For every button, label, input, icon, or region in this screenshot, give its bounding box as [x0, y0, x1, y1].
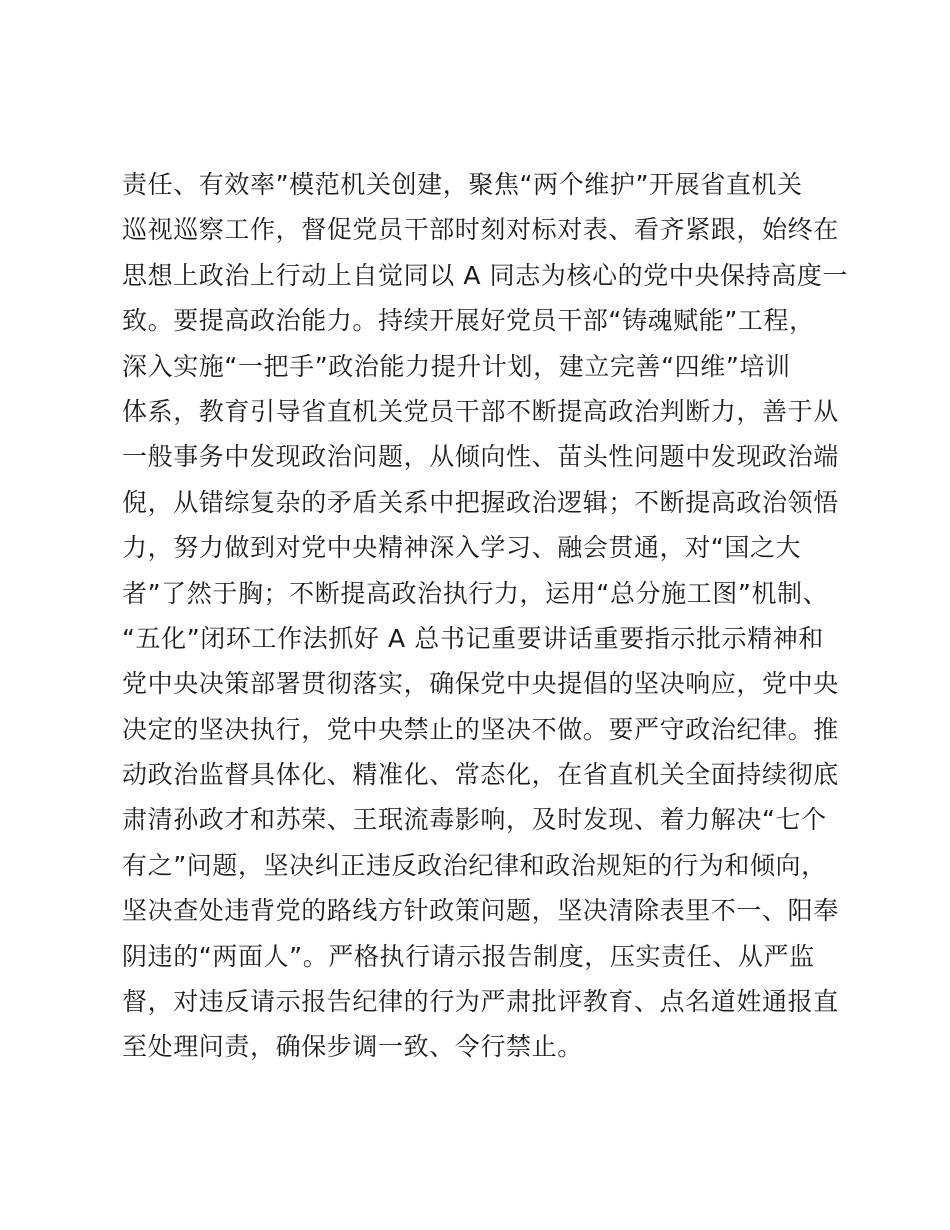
text-line: 动政治监督具体化、精准化、常态化，在省直机关全面持续彻底 [122, 760, 839, 790]
text-line: 者”了然于胸；不断提高政治执行力，运用“总分施工图”机制、 [122, 578, 829, 608]
text-line: 肃清孙政才和苏荣、王珉流毒影响，及时发现、着力解决“七个 [122, 805, 827, 835]
text-line: 思想上政治上行动上自觉同以 A 同志为核心的党中央保持高度一 [122, 260, 848, 290]
text-line: 有之”问题，坚决纠正违反政治纪律和政治规矩的行为和倾向， [122, 850, 827, 880]
text-line: 党中央决策部署贯彻落实，确保党中央提倡的坚决响应，党中央 [122, 669, 839, 699]
text-line: 坚决查处违背党的路线方针政策问题，坚决清除表里不一、阳奉 [122, 896, 839, 926]
text-line: “五化”闭环工作法抓好 A 总书记重要讲话重要指示批示精神和 [122, 623, 824, 653]
text-line: 倪，从错综复杂的矛盾关系中把握政治逻辑；不断提高政治领悟 [122, 487, 839, 517]
text-line: 体系，教育引导省直机关党员干部不断提高政治判断力，善于从 [122, 396, 839, 426]
text-line: 督，对违反请示报告纪律的行为严肃批评教育、点名道姓通报直 [122, 987, 839, 1017]
text-line: 力，努力做到对党中央精神深入学习、融会贯通，对“国之大 [122, 533, 802, 563]
body-paragraph [122, 162, 848, 1070]
text-line: 巡视巡察工作，督促党员干部时刻对标对表、看齐紧跟，始终在 [122, 215, 839, 245]
text-line: 至处理问责，确保步调一致、令行禁止。 [122, 1032, 583, 1062]
text-line: 责任、有效率”模范机关创建，聚焦“两个维护”开展省直机关 [122, 170, 803, 199]
text-line: 决定的坚决执行，党中央禁止的坚决不做。要严守政治纪律。推 [122, 714, 839, 744]
text-line: 深入实施“一把手”政治能力提升计划，建立完善“四维”培训 [122, 351, 791, 381]
text-line: 阴违的“两面人”。严格执行请示报告制度，压实责任、从严监 [122, 941, 815, 971]
text-line: 一般事务中发现政治问题，从倾向性、苗头性问题中发现政治端 [122, 442, 839, 472]
text-line: 致。要提高政治能力。持续开展好党员干部“铸魂赋能”工程， [122, 306, 815, 336]
